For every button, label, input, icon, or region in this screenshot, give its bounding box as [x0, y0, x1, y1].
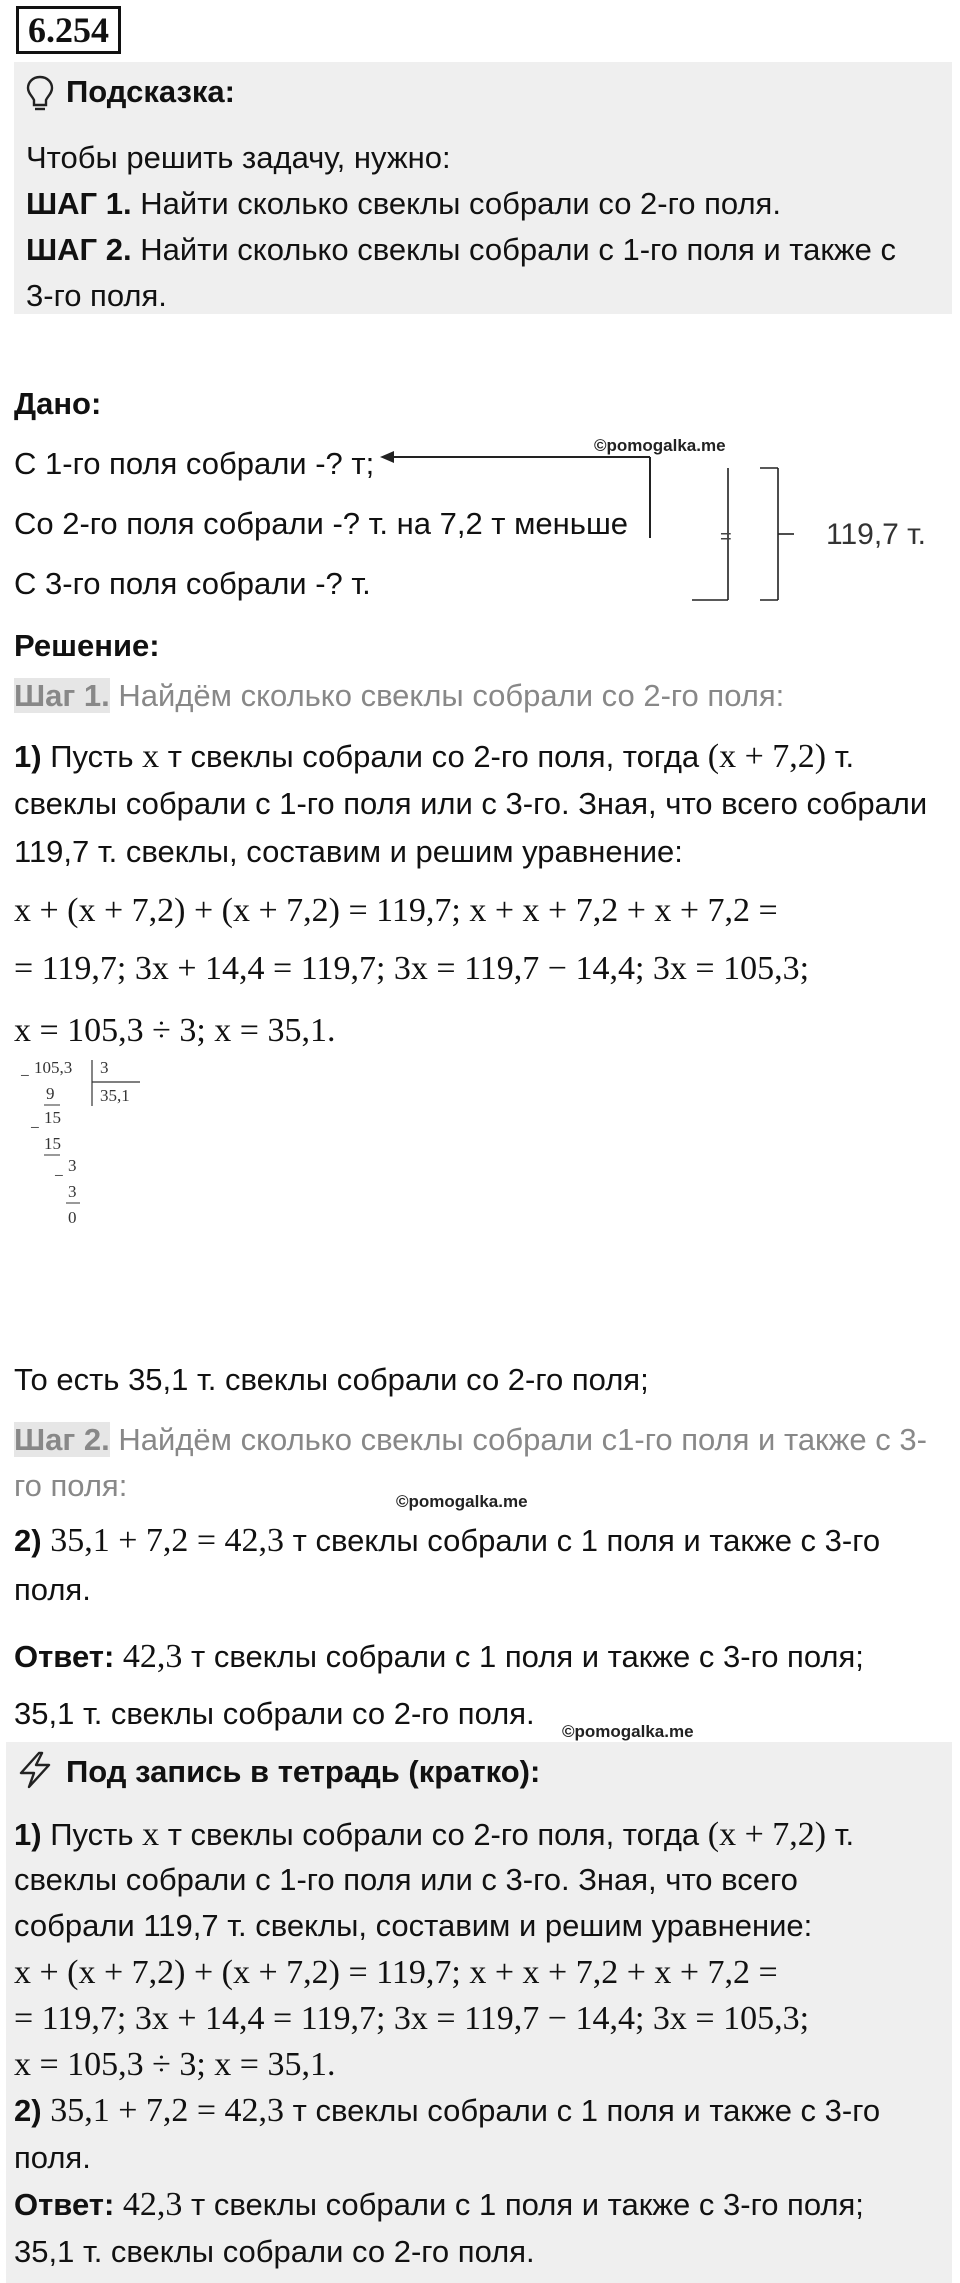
- short-answer-label: Ответ:: [14, 2187, 115, 2222]
- solution-p2-line2: поля.: [14, 1572, 91, 1607]
- hint-intro: Чтобы решить задачу, нужно:: [26, 140, 451, 175]
- short-p1-text-a: Пусть: [41, 1817, 143, 1852]
- given-total: 119,7 т.: [826, 518, 926, 551]
- short-p1-line1: [14, 1816, 854, 1854]
- division-row-3: 15: [44, 1134, 61, 1153]
- division-divisor: 3: [100, 1058, 109, 1077]
- solution-eq-1: x + (x + 7,2) + (x + 7,2) = 119,7; x + x + 7,2 + x + 7,2 =: [14, 892, 778, 929]
- division-minus-3: −: [54, 1166, 64, 1185]
- short-p2-num: 2): [14, 2093, 42, 2128]
- solution-p2-math: 35,1 + 7,2 = 42,3: [50, 1522, 285, 1559]
- solution-p2-line1: [14, 1522, 880, 1560]
- division-row-4: 3: [68, 1156, 77, 1175]
- short-p2-math: 35,1 + 7,2 = 42,3: [50, 2092, 285, 2129]
- division-dividend: 105,3: [34, 1058, 73, 1077]
- division-row-2: 15: [44, 1108, 61, 1127]
- division-lines: [30, 1058, 150, 1238]
- division-row-6: 0: [68, 1208, 77, 1227]
- given-equals: =: [720, 526, 732, 548]
- short-answer-line2: 35,1 т. свеклы собрали со 2-го поля.: [14, 2234, 535, 2269]
- short-p1-line3: собрали 119,7 т. свеклы, составим и решим уравнение:: [14, 1908, 813, 1943]
- division-row-1: 9: [46, 1084, 55, 1103]
- short-p1-expr: (x + 7,2): [707, 1816, 827, 1853]
- hint-step2-label: ШАГ 2.: [26, 232, 132, 267]
- given-title: Дано:: [14, 386, 102, 421]
- short-eq-1: x + (x + 7,2) + (x + 7,2) = 119,7; x + x + 7,2 + x + 7,2 =: [14, 1954, 778, 1991]
- short-eq-2: = 119,7; 3x + 14,4 = 119,7; 3x = 119,7 − 14,4; 3x = 105,3;: [14, 2000, 810, 2037]
- short-p2-text: т свеклы собрали с 1 поля и также с 3-го: [284, 2093, 881, 2128]
- watermark-1: ©pomogalka.me: [594, 436, 726, 455]
- given-line-1: С 1-го поля собрали -? т;: [14, 446, 375, 481]
- short-title: Под запись в тетрадь (кратко):: [66, 1754, 541, 1789]
- hint-step2-text: Найти сколько свеклы собрали с 1-го поля и также с: [131, 232, 897, 267]
- solution-p1-text-c: т свеклы собрали со 2-го поля, тогда: [159, 739, 708, 774]
- hint-step1-label: ШАГ 1.: [26, 186, 132, 221]
- short-p1-var: x: [142, 1816, 160, 1853]
- solution-p1-num: 1): [14, 739, 42, 774]
- solution-eq-2: = 119,7; 3x + 14,4 = 119,7; 3x = 119,7 − 14,4; 3x = 105,3;: [14, 950, 810, 987]
- solution-p1-line3: 119,7 т. свеклы, составим и решим уравнение:: [14, 834, 683, 869]
- solution-p2-num: 2): [14, 1523, 42, 1558]
- solution-p1-var: x: [142, 738, 160, 775]
- division-minus-1: −: [20, 1066, 30, 1085]
- solution-answer-text: т свеклы собрали с 1 поля и также с 3-го поля;: [182, 1639, 864, 1674]
- division-minus-2: −: [30, 1118, 40, 1137]
- solution-step1-text: Найдём сколько свеклы собрали со 2-го поля:: [109, 678, 785, 713]
- short-answer-math: 42,3: [122, 2186, 183, 2223]
- watermark-2: ©pomogalka.me: [396, 1492, 528, 1511]
- solution-conclusion-1: То есть 35,1 т. свеклы собрали со 2-го поля;: [14, 1362, 649, 1397]
- hint-step2: [26, 232, 896, 268]
- given-line-3: С 3-го поля собрали -? т.: [14, 566, 371, 601]
- solution-eq-3: x = 105,3 ÷ 3; x = 35,1.: [14, 1012, 336, 1049]
- solution-answer-math: 42,3: [122, 1638, 183, 1675]
- short-eq-3: x = 105,3 ÷ 3; x = 35,1.: [14, 2046, 336, 2083]
- hint-step1-text: Найти сколько свеклы собрали со 2-го поля.: [131, 186, 781, 221]
- short-answer-line1: [14, 2186, 864, 2224]
- solution-step2-cont: го поля:: [14, 1468, 128, 1503]
- short-p1-line2: свеклы собрали с 1-го поля или с 3-го. Зная, что всего: [14, 1862, 798, 1897]
- solution-p1-line2: свеклы собрали с 1-го поля или с 3-го. Зная, что всего собрали: [14, 786, 928, 821]
- short-p2-line1: [14, 2092, 880, 2130]
- solution-p1-text-a: Пусть: [41, 739, 143, 774]
- watermark-3: ©pomogalka.me: [562, 1722, 694, 1741]
- given-diagram: [380, 440, 800, 610]
- short-p1-text-e: т.: [826, 1817, 855, 1852]
- hint-step2-cont: 3-го поля.: [26, 278, 167, 313]
- solution-p2-text: т свеклы собрали с 1 поля и также с 3-го: [284, 1523, 881, 1558]
- solution-title: Решение:: [14, 628, 160, 663]
- short-answer-text: т свеклы собрали с 1 поля и также с 3-го поля;: [182, 2187, 864, 2222]
- division-quotient: 35,1: [100, 1086, 130, 1105]
- division-row-5: 3: [68, 1182, 77, 1201]
- solution-answer-label: Ответ:: [14, 1639, 115, 1674]
- short-p1-num: 1): [14, 1817, 42, 1852]
- solution-p1-text-e: т.: [826, 739, 855, 774]
- hint-step1: [26, 186, 781, 222]
- solution-answer-line1: [14, 1638, 864, 1676]
- lightbulb-icon: [24, 74, 56, 114]
- lightning-icon: [16, 1750, 54, 1790]
- solution-step2-label: Шаг 2.: [14, 1422, 110, 1457]
- solution-p1-line1: [14, 738, 854, 776]
- short-p2-line2: поля.: [14, 2140, 91, 2175]
- solution-answer-line2: 35,1 т. свеклы собрали со 2-го поля.: [14, 1696, 535, 1731]
- given-line-2: Со 2-го поля собрали -? т. на 7,2 т меньше: [14, 506, 629, 541]
- hint-title: Подсказка:: [66, 74, 235, 109]
- task-number: 6.254: [16, 6, 121, 54]
- solution-step2-text: Найдём сколько свеклы собрали с1-го поля и также с 3-: [109, 1422, 927, 1457]
- solution-p1-expr: (x + 7,2): [707, 738, 827, 775]
- solution-step2: [14, 1422, 927, 1458]
- solution-step1: [14, 678, 784, 714]
- short-p1-text-c: т свеклы собрали со 2-го поля, тогда: [159, 1817, 708, 1852]
- solution-step1-label: Шаг 1.: [14, 678, 110, 713]
